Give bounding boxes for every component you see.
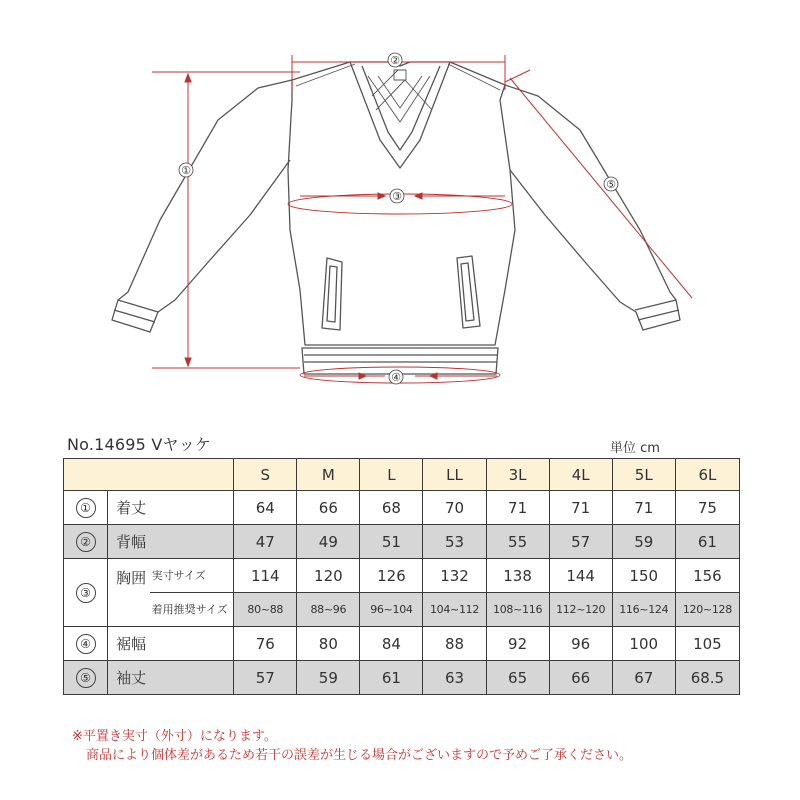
table-cell: 88 xyxy=(423,627,486,661)
size-table xyxy=(63,458,740,695)
chest-actual-label: 実寸サイズ xyxy=(150,559,234,593)
table-cell: 68 xyxy=(360,491,423,525)
right-cuff-lines xyxy=(635,300,679,320)
row-chest-actual xyxy=(64,559,740,593)
row-shoulder xyxy=(64,525,740,559)
row-mark: ④ xyxy=(76,634,96,654)
table-cell: 59 xyxy=(612,525,675,559)
table-cell: 71 xyxy=(612,491,675,525)
table-cell: 61 xyxy=(675,525,739,559)
table-cell: 70 xyxy=(423,491,486,525)
table-cell: 100 xyxy=(612,627,675,661)
table-cell: 51 xyxy=(360,525,423,559)
table-cell: 80~88 xyxy=(234,593,297,627)
left-pocket xyxy=(322,258,342,330)
table-cell: 96 xyxy=(549,627,612,661)
table-cell: 108~116 xyxy=(486,593,549,627)
diagram-mark-4: ④ xyxy=(391,371,401,384)
row-mark: ① xyxy=(76,498,96,518)
note-line-2: 商品により個体差があるため若干の誤差が生じる場合がございますので予めご了承ください。 xyxy=(86,748,633,763)
table-cell: 88~96 xyxy=(297,593,360,627)
table-cell: 116~124 xyxy=(612,593,675,627)
size-header-row xyxy=(64,459,740,491)
row-mark: ⑤ xyxy=(76,668,96,688)
note-line-1: ※平置き実寸（外寸）になります。 xyxy=(72,729,277,744)
table-cell: 59 xyxy=(297,661,360,695)
table-cell: 105 xyxy=(675,627,739,661)
size-header: S xyxy=(234,459,297,491)
table-cell: 138 xyxy=(486,559,549,593)
size-header: 6L xyxy=(675,459,739,491)
table-cell: 92 xyxy=(486,627,549,661)
table-cell: 84 xyxy=(360,627,423,661)
table-cell: 120 xyxy=(297,559,360,593)
diagram-mark-2: ② xyxy=(390,54,400,67)
table-cell: 126 xyxy=(360,559,423,593)
table-cell: 132 xyxy=(423,559,486,593)
size-header: LL xyxy=(423,459,486,491)
right-sleeve xyxy=(505,85,680,330)
table-cell: 120~128 xyxy=(675,593,739,627)
neck-lining-pattern xyxy=(368,70,432,122)
table-cell: 57 xyxy=(234,661,297,695)
size-header: M xyxy=(297,459,360,491)
table-cell: 57 xyxy=(549,525,612,559)
row-name: 袖丈 xyxy=(108,661,234,695)
table-cell: 65 xyxy=(486,661,549,695)
measure-line-5 xyxy=(510,78,692,298)
chest-recommended-label: 着用推奨サイズ xyxy=(150,593,234,627)
row-mark: ③ xyxy=(76,583,96,603)
table-cell: 53 xyxy=(423,525,486,559)
body-outline xyxy=(288,62,515,345)
table-cell: 49 xyxy=(297,525,360,559)
table-cell: 61 xyxy=(360,661,423,695)
table-cell: 144 xyxy=(549,559,612,593)
table-cell: 71 xyxy=(486,491,549,525)
table-cell: 96~104 xyxy=(360,593,423,627)
row-chest-recommended xyxy=(64,593,740,627)
right-pocket xyxy=(457,256,480,328)
row-name: 裾幅 xyxy=(108,627,234,661)
row-sleeve xyxy=(64,661,740,695)
table-cell: 150 xyxy=(612,559,675,593)
row-length xyxy=(64,491,740,525)
disclaimer-notes xyxy=(72,727,632,765)
neck-tag xyxy=(394,70,406,80)
header-blank xyxy=(64,459,234,491)
size-header: 4L xyxy=(549,459,612,491)
size-header: 3L xyxy=(486,459,549,491)
row-name: 胸囲 xyxy=(108,559,150,627)
product-title: No.14695 Vヤッケ xyxy=(67,435,212,454)
table-cell: 112~120 xyxy=(549,593,612,627)
hem-rib-lines xyxy=(304,355,497,362)
table-cell: 55 xyxy=(486,525,549,559)
table-cell: 67 xyxy=(612,661,675,695)
diagram-mark-1: ① xyxy=(181,164,191,177)
table-cell: 104~112 xyxy=(423,593,486,627)
unit-label: 単位 cm xyxy=(610,441,660,456)
table-cell: 66 xyxy=(297,491,360,525)
table-cell: 63 xyxy=(423,661,486,695)
table-cell: 76 xyxy=(234,627,297,661)
table-cell: 75 xyxy=(675,491,739,525)
left-sleeve xyxy=(112,80,292,332)
table-cell: 68.5 xyxy=(675,661,739,695)
diagram-mark-3: ③ xyxy=(392,190,402,203)
table-cell: 80 xyxy=(297,627,360,661)
row-name: 着丈 xyxy=(108,491,234,525)
row-mark: ② xyxy=(76,532,96,552)
left-cuff-lines xyxy=(114,300,158,322)
table-cell: 64 xyxy=(234,491,297,525)
row-hem xyxy=(64,627,740,661)
size-header: L xyxy=(360,459,423,491)
table-cell: 71 xyxy=(549,491,612,525)
table-cell: 156 xyxy=(675,559,739,593)
size-header: 5L xyxy=(612,459,675,491)
table-cell: 47 xyxy=(234,525,297,559)
table-cell: 114 xyxy=(234,559,297,593)
row-name: 背幅 xyxy=(108,525,234,559)
table-cell: 66 xyxy=(549,661,612,695)
diagram-mark-5: ⑤ xyxy=(606,178,616,191)
